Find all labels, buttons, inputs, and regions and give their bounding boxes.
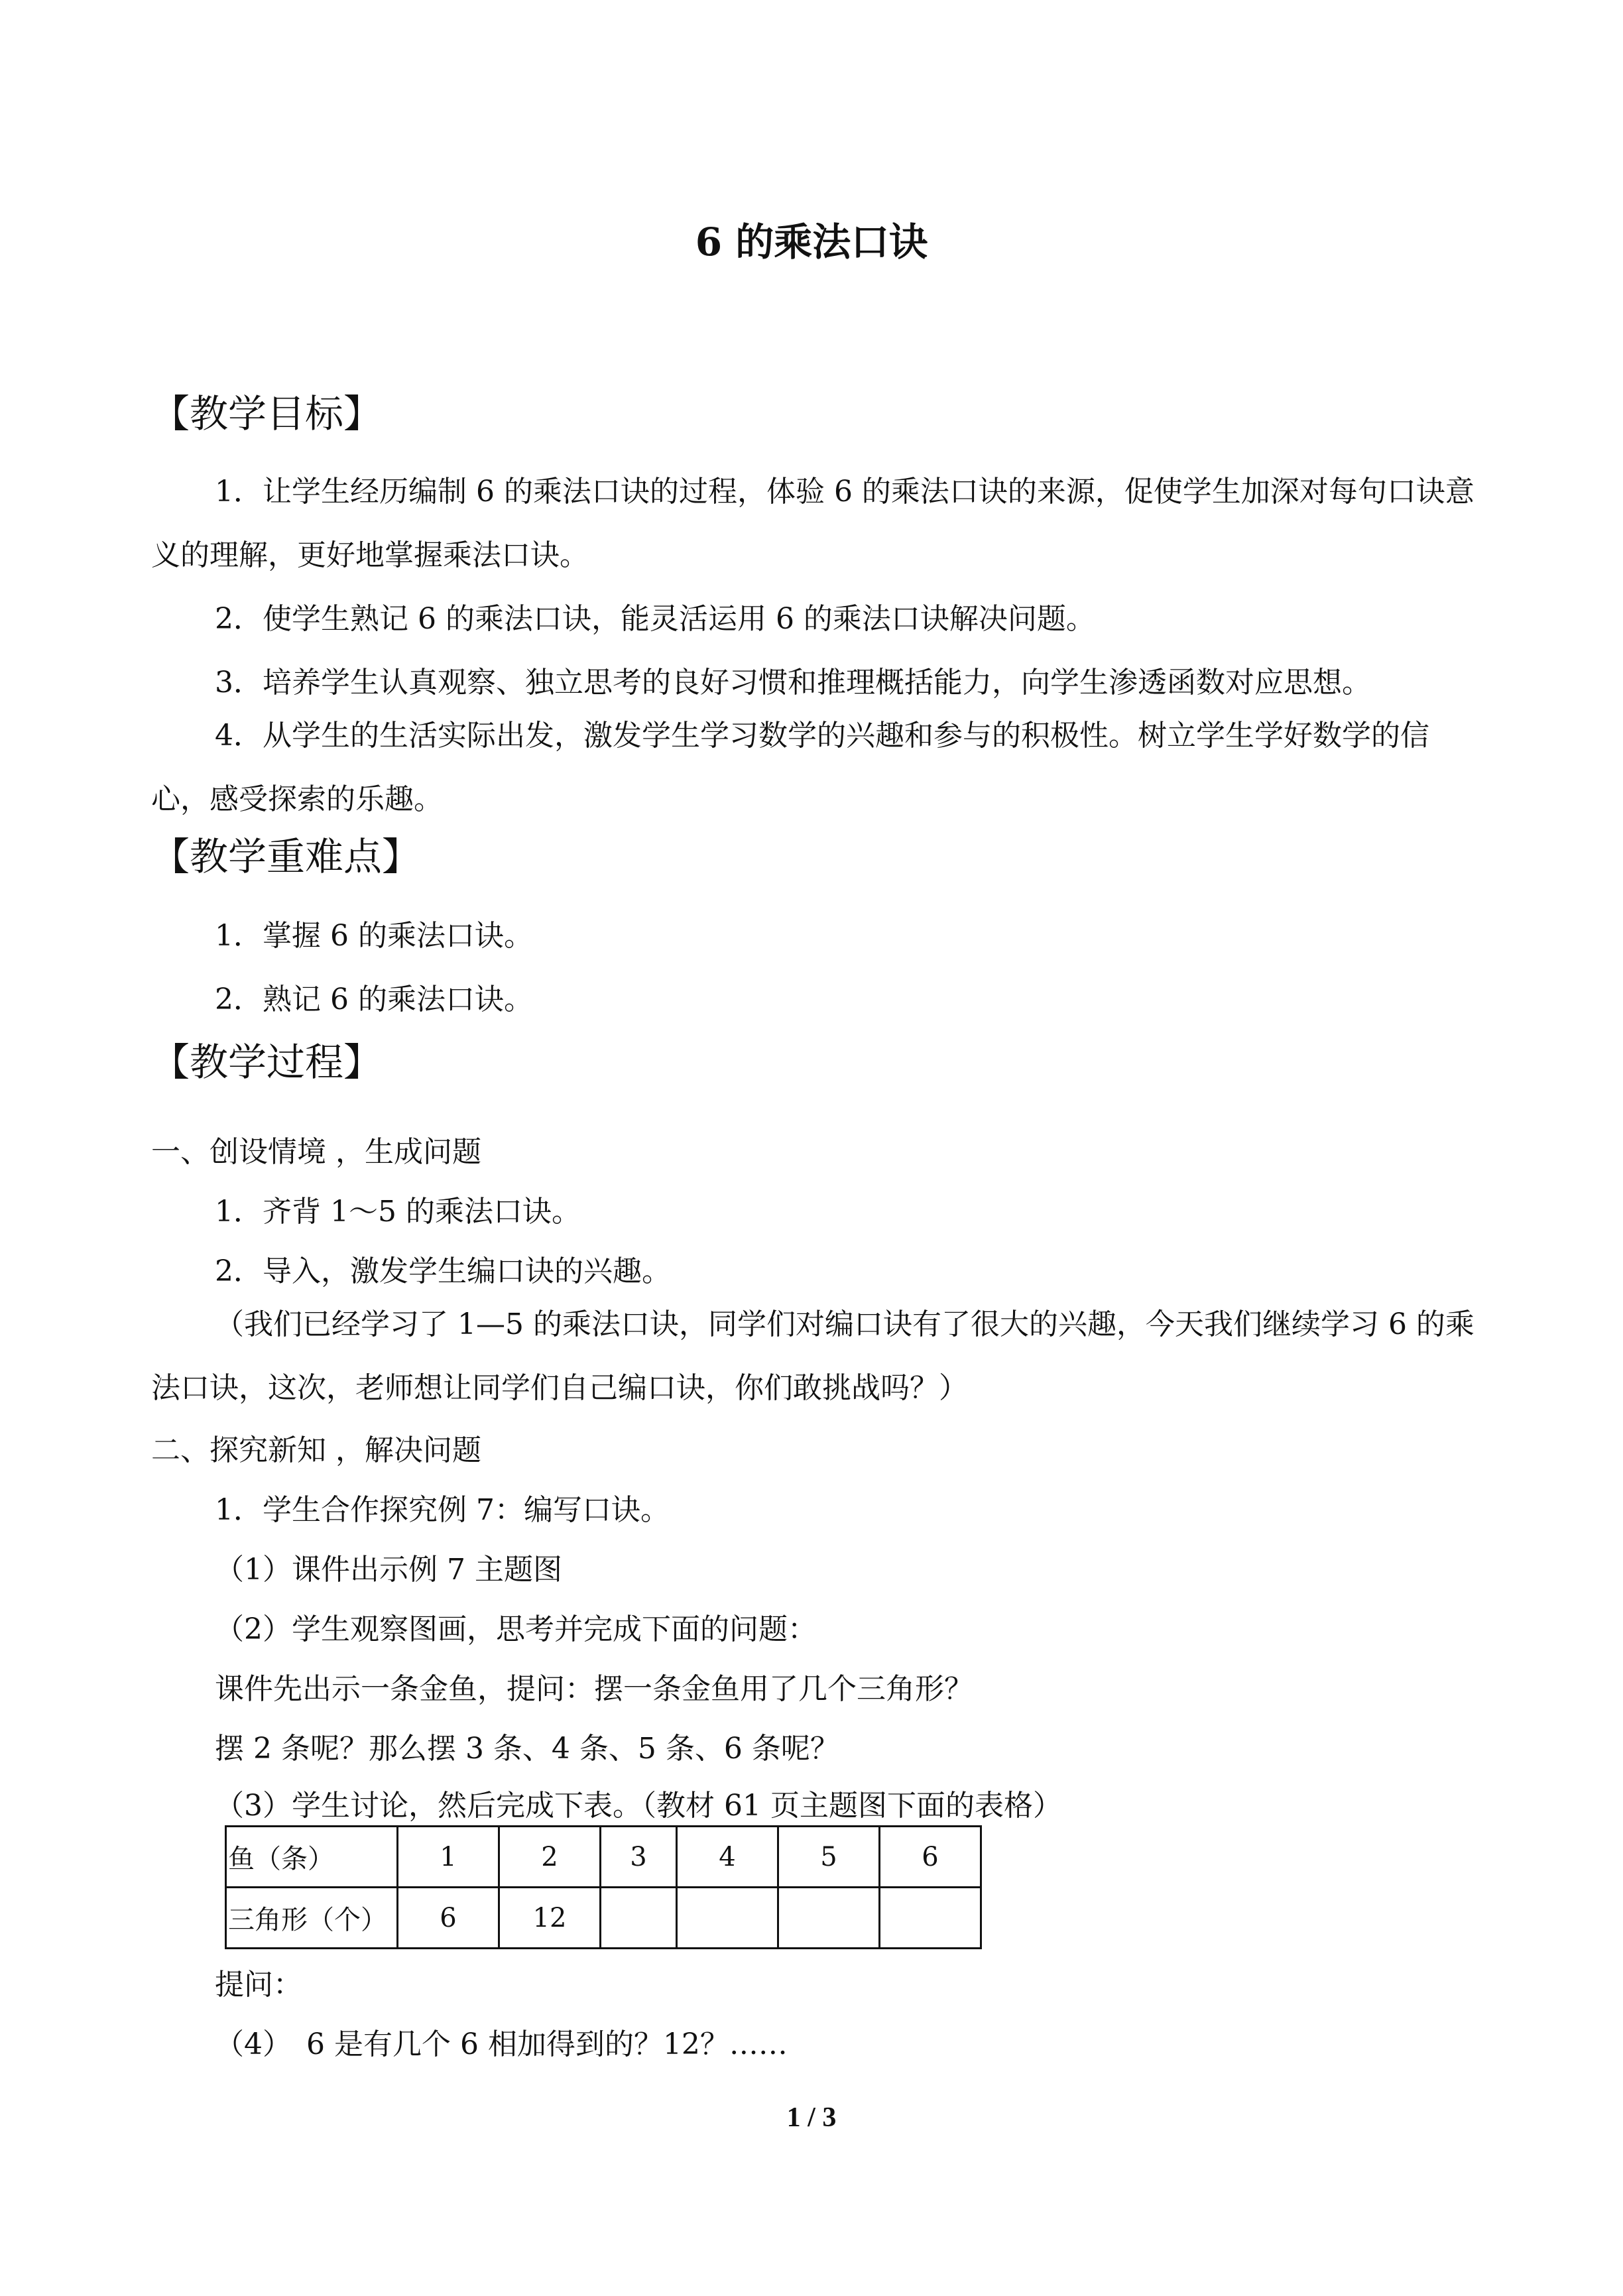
table-cell [880,1888,981,1949]
part1-item-3: （我们已经学习了 1—5 的乘法口诀，同学们对编口诀有了很大的兴趣，今天我们继续学习 6 的乘法口诀，这次，老师想让同学们自己编口诀，你们敢挑战吗？） [151,1307,1474,1405]
table-cell: 2 [499,1827,601,1888]
section-heading-key-points: 【教学重难点】 [151,834,421,879]
section-heading-goals: 【教学目标】 [151,391,383,436]
table-cell: 鱼（条） [226,1827,398,1888]
part1-item-1: 1．齐背 1～5 的乘法口诀。 [215,1195,581,1229]
table-cell: 6 [398,1888,499,1949]
table-cell: 5 [778,1827,880,1888]
part1-title: 一、创设情境 ，生成问题 [151,1135,481,1169]
part2-item-1: 1．学生合作探究例 7：编写口诀。 [215,1493,670,1527]
part2-item-3: （2）学生观察图画，思考并完成下面的问题： [215,1612,817,1646]
table-cell [601,1888,677,1949]
table-cell: 三角形（个） [226,1888,398,1949]
table-cell: 1 [398,1827,499,1888]
table-cell [778,1888,880,1949]
part2-item-2: （1）课件出示例 7 主题图 [215,1553,562,1587]
after-table-question: （4） 6 是有几个 6 相加得到的？12？…… [215,2027,788,2061]
table-cell: 3 [601,1827,677,1888]
key-point-1: 1．掌握 6 的乘法口诀。 [215,919,533,953]
after-table-prompt: 提问： [215,1968,302,2002]
goal-item-4: 4．从学生的生活实际出发，激发学生学习数学的兴趣和参与的积极性。树立学生学好数学的信心，感受探索的乐趣。 [151,719,1429,816]
page-title: 6 的乘法口诀 [695,219,928,265]
part2-item-6: （3）学生讨论，然后完成下表。（教材 61 页主题图下面的表格） [215,1789,1062,1823]
table-row [226,1888,981,1949]
table-cell: 12 [499,1888,601,1949]
section-heading-process: 【教学过程】 [151,1040,383,1085]
page-number: 1 / 3 [786,2102,837,2133]
table-row [226,1827,981,1888]
table-cell: 6 [880,1827,981,1888]
part2-title: 二、探究新知 ，解决问题 [151,1433,481,1467]
goal-item-2: 2．使学生熟记 6 的乘法口诀，能灵活运用 6 的乘法口诀解决问题。 [215,602,1095,636]
table-cell [677,1888,778,1949]
key-point-2: 2．熟记 6 的乘法口诀。 [215,983,533,1016]
table-cell: 4 [677,1827,778,1888]
goal-item-1: 1．让学生经历编制 6 的乘法口诀的过程，体验 6 的乘法口诀的来源，促使学生加深对每句口诀意义的理解，更好地掌握乘法口诀。 [151,475,1474,572]
part2-item-5: 摆 2 条呢？那么摆 3 条、4 条、5 条、6 条呢？ [215,1732,839,1766]
part2-item-4: 课件先出示一条金鱼，提问：摆一条金鱼用了几个三角形？ [215,1672,973,1706]
goal-item-3: 3．培养学生认真观察、独立思考的良好习惯和推理概括能力，向学生渗透函数对应思想。 [215,666,1371,699]
fish-triangle-table [225,1825,982,1949]
part1-item-2: 2．导入，激发学生编口诀的兴趣。 [215,1254,671,1288]
